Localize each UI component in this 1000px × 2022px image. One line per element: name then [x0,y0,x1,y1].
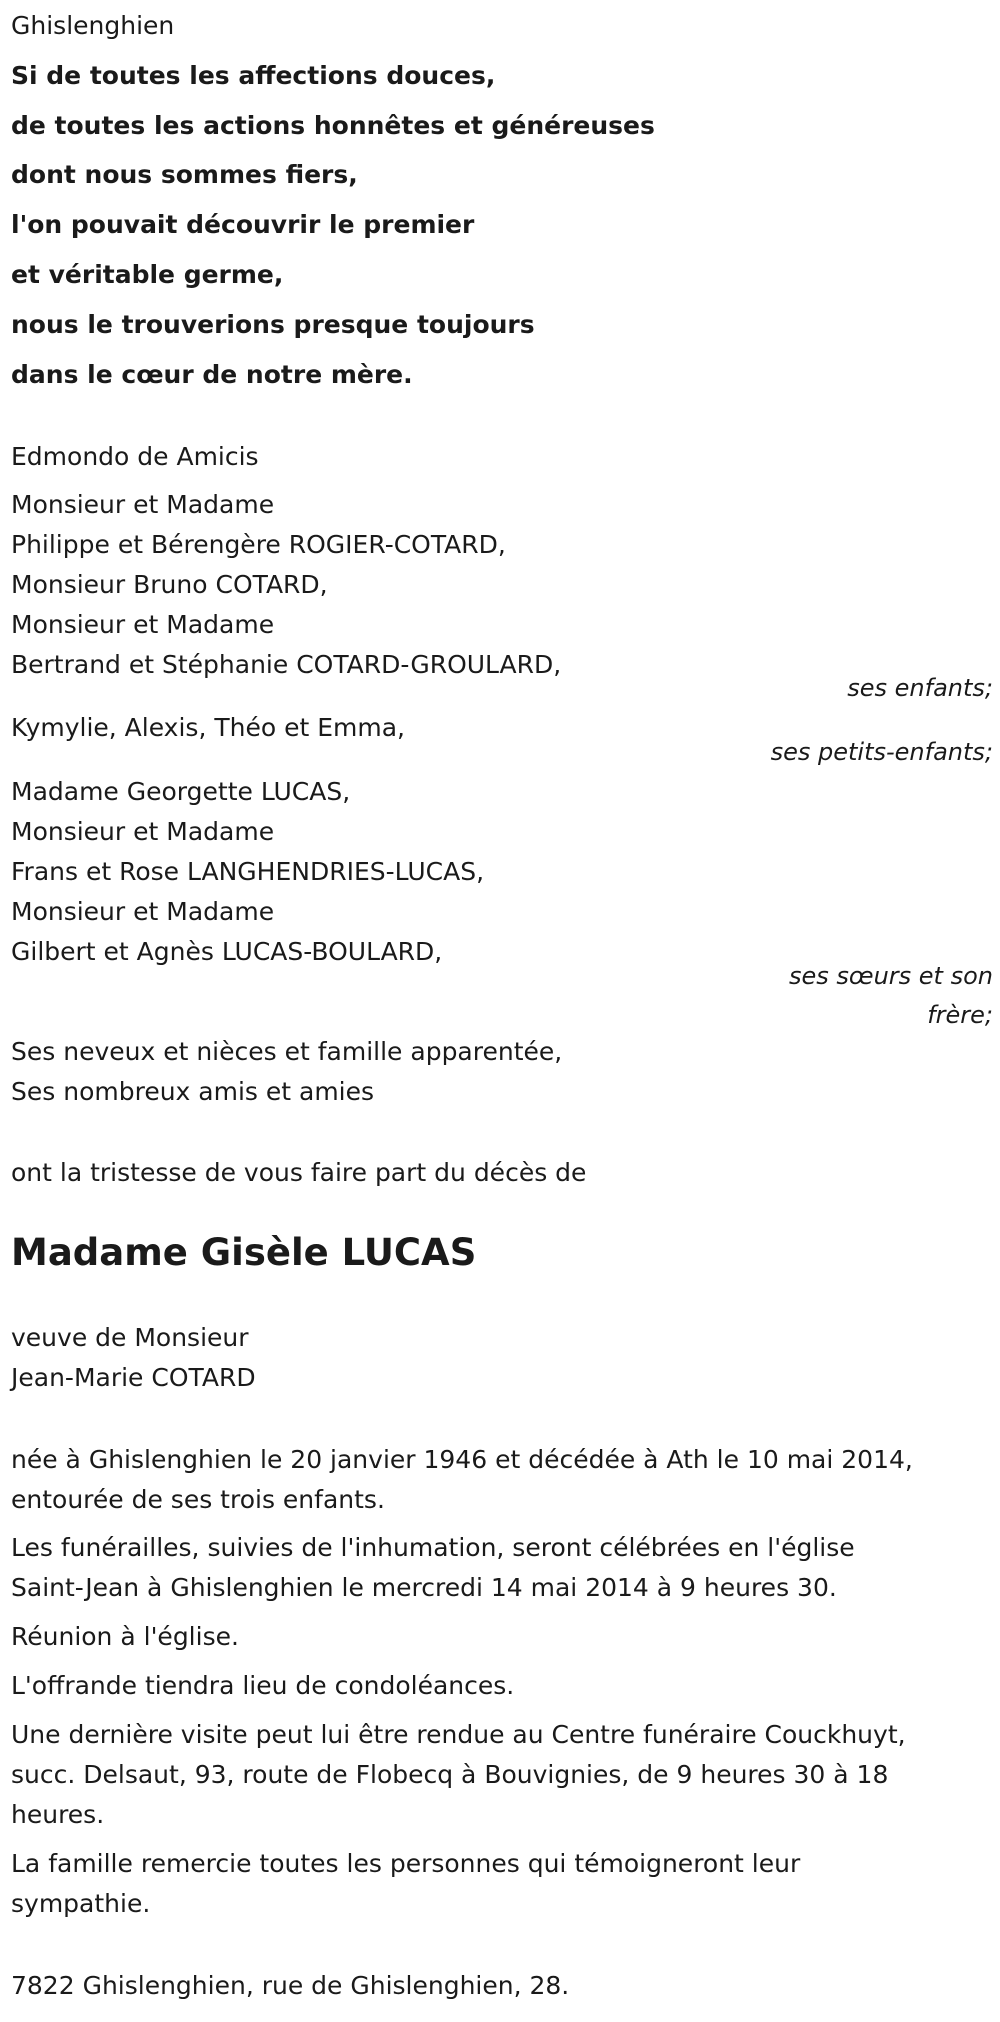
siblings-label: ses sœurs et son [789,962,993,990]
siblings-label: frère; [927,1001,993,1029]
family-line: Monsieur Bruno COTARD, [11,570,328,599]
widow-of-line: Jean-Marie COTARD [11,1363,256,1392]
family-line: Monsieur et Madame [11,610,275,639]
family-line: Monsieur et Madame [11,897,275,926]
family-line: Madame Georgette LUCAS, [11,777,351,806]
address: 7822 Ghislenghien, rue de Ghislenghien, 28. [11,1971,570,2000]
widow-of-line: veuve de Monsieur [11,1323,249,1352]
announcement: ont la tristesse de vous faire part du décès de [11,1158,587,1187]
family-line: Frans et Rose LANGHENDRIES-LUCAS, [11,857,485,886]
birth-death-line: entourée de ses trois enfants. [11,1485,385,1514]
family-line: Monsieur et Madame [11,490,275,519]
funeral-line: Les funérailles, suivies de l'inhumation, seront célébrées en l'église [11,1533,855,1562]
offering-line: L'offrande tiendra lieu de condoléances. [11,1671,515,1700]
thanks-line: La famille remercie toutes les personnes qui témoigneront leur [11,1849,801,1878]
visit-line: Une dernière visite peut lui être rendue au Centre funéraire Couckhuyt, [11,1720,906,1749]
poem-line: dont nous sommes fiers, [11,160,358,189]
grandchildren-label: ses petits-enfants; [770,738,993,766]
extended-family-line: Ses neveux et nièces et famille apparentée, [11,1037,563,1066]
extended-family-line: Ses nombreux amis et amies [11,1077,375,1106]
thanks-line: sympathie. [11,1889,151,1918]
location-header: Ghislenghien [11,11,175,40]
family-line: Philippe et Bérengère ROGIER-COTARD, [11,530,506,559]
gathering-line: Réunion à l'église. [11,1622,239,1651]
grandchildren-line: Kymylie, Alexis, Théo et Emma, [11,713,405,742]
visit-line: heures. [11,1800,105,1829]
deceased-name: Madame Gisèle LUCAS [11,1231,477,1274]
poem-line: et véritable germe, [11,260,284,289]
family-line: Bertrand et Stéphanie COTARD-GROULARD, [11,650,562,679]
poem-line: nous le trouverions presque toujours [11,310,535,339]
poem-line: l'on pouvait découvrir le premier [11,210,475,239]
family-line: Monsieur et Madame [11,817,275,846]
family-line: Gilbert et Agnès LUCAS-BOULARD, [11,937,443,966]
poem-author: Edmondo de Amicis [11,442,259,471]
poem-line: de toutes les actions honnêtes et généreuses [11,111,655,140]
funeral-line: Saint-Jean à Ghislenghien le mercredi 14 mai 2014 à 9 heures 30. [11,1573,837,1602]
birth-death-line: née à Ghislenghien le 20 janvier 1946 et décédée à Ath le 10 mai 2014, [11,1445,913,1474]
poem-line: Si de toutes les affections douces, [11,61,496,90]
children-label: ses enfants; [847,674,993,702]
poem-line: dans le cœur de notre mère. [11,360,413,389]
visit-line: succ. Delsaut, 93, route de Flobecq à Bouvignies, de 9 heures 30 à 18 [11,1760,889,1789]
